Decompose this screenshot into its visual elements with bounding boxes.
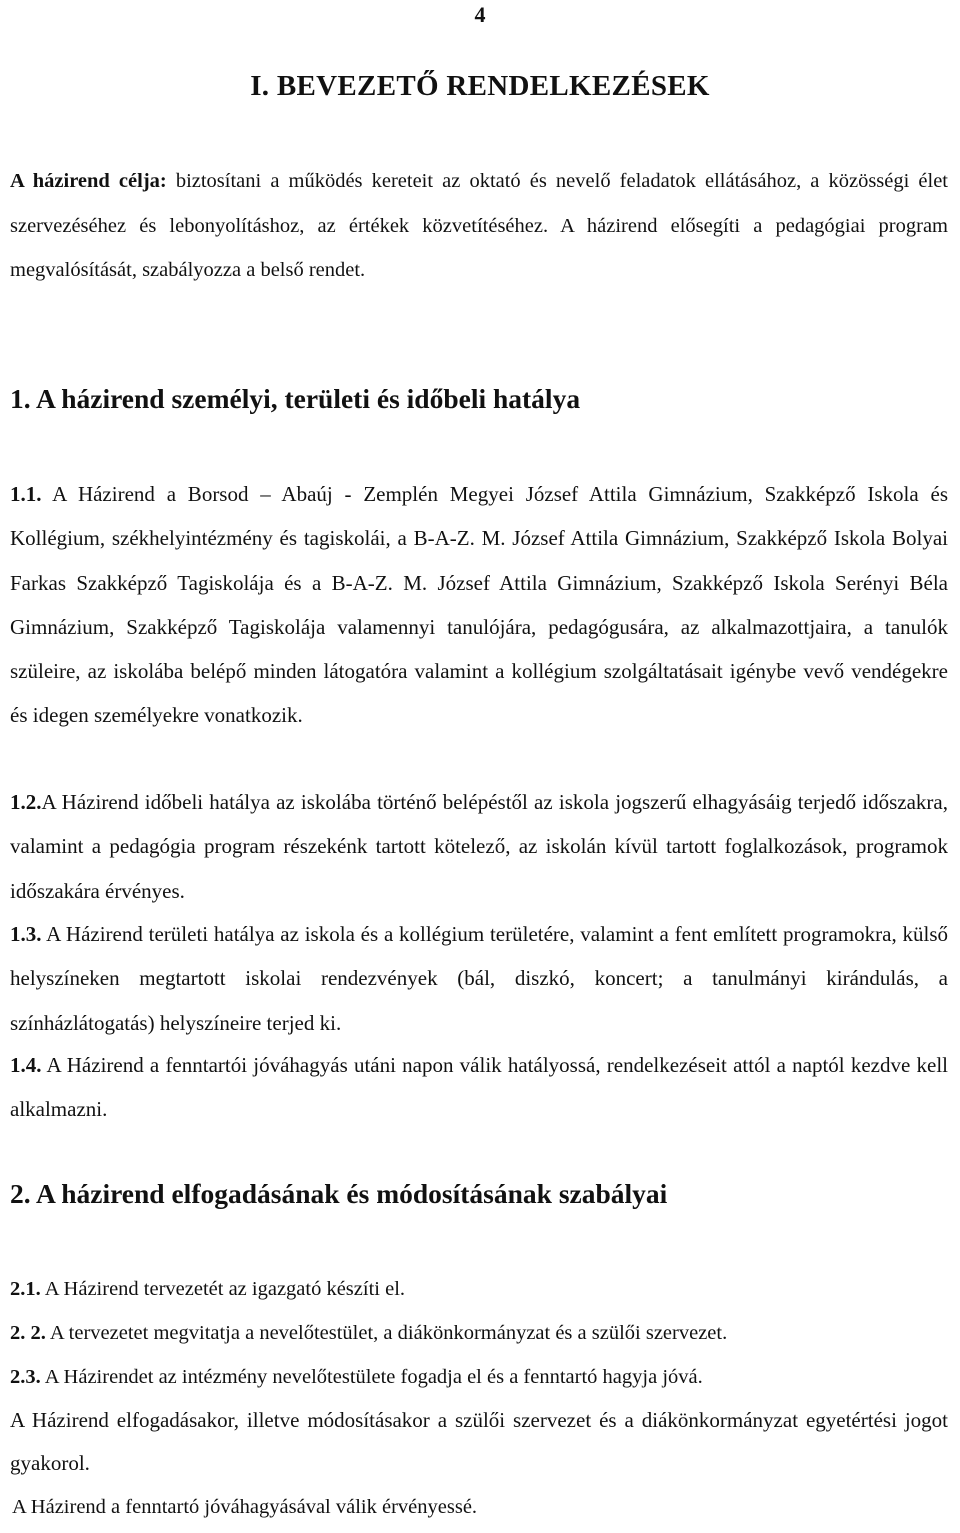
paragraph-1-4-number: 1.4.: [10, 1053, 42, 1077]
intro-lead: A házirend célja:: [10, 170, 167, 192]
intro-paragraph: [10, 159, 948, 293]
paragraph-2-3-number: 2.3.: [10, 1366, 41, 1388]
paragraph-2-1-text: A Házirend tervezetét az igazgató készíti el.: [40, 1278, 406, 1300]
paragraph-1-2-text: A Házirend időbeli hatálya az iskolába történő belépéstől az iskola jogszerű elhagyásáig terjedő időszakra, valamint a pedagógia program részekénk tartott kötelező, az iskolán kívül tartott foglalkozások, programok időszakára érvényes.: [10, 790, 948, 903]
paragraph-1-3: [10, 912, 948, 1045]
paragraph-2-3-text: A Házirendet az intézmény nevelőtestülete fogadja el és a fenntartó hagyja jóvá.: [40, 1366, 703, 1388]
paragraph-1-1-text: A Házirend a Borsod – Abaúj - Zemplén Megyei József Attila Gimnázium, Szakképző Iskola és Kollégium, székhelyintézmény és tagiskolái, a B-A-Z. M. József Attila Gimnázium, Szakképző Iskola Bolyai Farkas Szakképző Tagiskolája és a B-A-Z. M. József Attila Gimnázium, Szakképző Iskola Serényi Béla Gimnázium, Szakképző Tagiskolája valamennyi tanulójára, pedagógusára, az alkalmazottjaira, a tanulók szüleire, az iskolába belépő minden látogatóra valamint a kollégium szolgáltatásait igénybe vevő vendégekre és idegen személyekre vonatkozik.: [10, 482, 948, 728]
section-2-heading: 2. A házirend elfogadásának és módosításának szabályai: [10, 1178, 668, 1209]
intro-text: biztosítani a működés kereteit az oktató és nevelő feladatok ellátásához, a közösségi élet szervezéséhez és lebonyolításhoz, az értékek közvetítéséhez. A házirend elősegíti a pedagógiai program megvalósítását, szabályozza a belső rendet.: [10, 170, 948, 282]
paragraph-2-1-number: 2.1.: [10, 1278, 41, 1300]
page-number: 4: [474, 2, 486, 27]
paragraph-2-5: A Házirend a fenntartó jóváhagyásával válik érvényessé.: [12, 1496, 478, 1518]
paragraph-1-1: [10, 472, 948, 738]
paragraph-1-2-number: 1.2.: [10, 790, 42, 814]
main-title: I. BEVEZETŐ RENDELKEZÉSEK: [250, 70, 710, 102]
paragraph-1-4-text: A Házirend a fenntartói jóváhagyás utáni napon válik hatályossá, rendelkezéseit attól a naptól kezdve kell alkalmazni.: [10, 1053, 948, 1122]
paragraph-1-2: [10, 780, 948, 913]
paragraph-1-1-number: 1.1.: [10, 482, 42, 506]
section-1-heading: 1. A házirend személyi, területi és időbeli hatálya: [10, 383, 581, 414]
paragraph-1-4: [10, 1043, 948, 1132]
paragraph-2-1: [10, 1278, 405, 1301]
paragraph-1-3-text: A Házirend területi hatálya az iskola és a kollégium területére, valamint a fent említett programokra, külső helyszíneken megtartott iskolai rendezvények (bál, diszkó, koncert; a tanulmányi kirándulás, a színházlátogatás) helyszíneire terjed ki.: [10, 922, 948, 1035]
paragraph-2-4: A Házirend elfogadásakor, illetve módosításakor a szülői szervezet és a diákönkormányzat egyetértési jogot gyakorol.: [10, 1408, 948, 1475]
paragraph-2-3: [10, 1366, 703, 1389]
paragraph-2-2-text: A tervezetet megvitatja a nevelőtestület, a diákönkormányzat és a szülői szervezet.: [45, 1322, 728, 1344]
paragraph-1-3-number: 1.3.: [10, 922, 42, 946]
paragraph-2-2-number: 2. 2.: [10, 1322, 46, 1344]
paragraph-2-2: [10, 1322, 727, 1345]
